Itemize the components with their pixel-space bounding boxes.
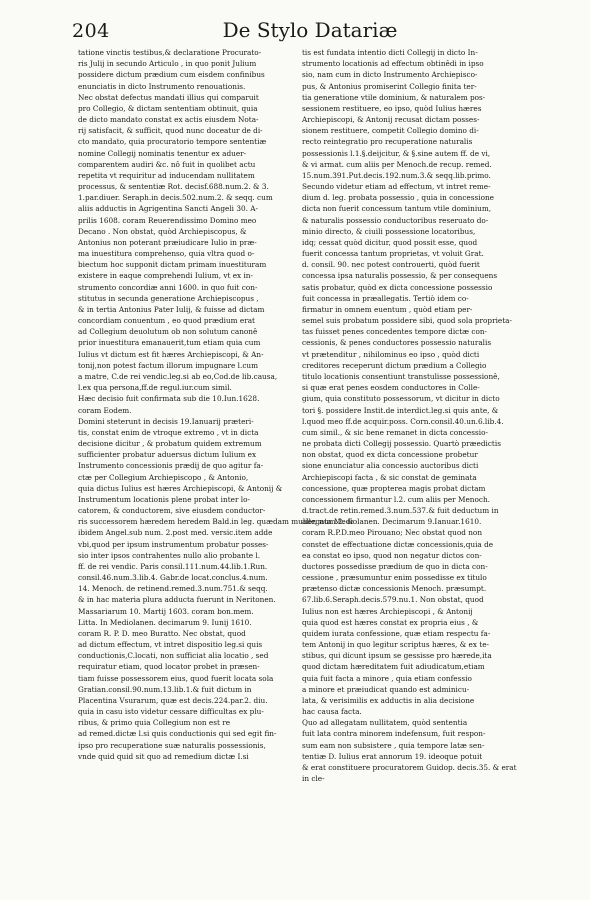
text-line: strumento locationis ad effectum obtinêdi in ipso bbox=[302, 59, 484, 69]
text-line: d.tract.de retin.remed.3.num.537.& fuit deductum in bbox=[302, 506, 499, 516]
text-line: prilis 1608. coram Reuerendissimo Domino meo bbox=[78, 215, 257, 225]
text-line: cessione , præsumuntur enim possedisse ex titulo bbox=[302, 573, 487, 583]
text-line: biectum hoc supponit dictam primam inuestituram bbox=[78, 260, 267, 270]
text-line: enunciatis in dicto Instrumento renouationis. bbox=[78, 81, 246, 91]
running-title: De Stylo Datariæ bbox=[222, 18, 398, 42]
text-line: Gratian.consil.90.num.13.lib.1.& fuit dictum in bbox=[78, 684, 252, 694]
text-line: concessionem firmantur l.2. cum aliis per Menoch. bbox=[302, 494, 490, 504]
text-line: semel suis probatum possidere sibi, quod sola proprieta- bbox=[302, 316, 512, 326]
text-line: recto reintegratio pro recuperatione naturalis bbox=[302, 137, 473, 147]
text-line: processus, & sententiæ Rot. decisf.688.num.2. & 3. bbox=[78, 182, 269, 192]
text-line: Quo ad allegatam nullitatem, quòd sententia bbox=[302, 718, 468, 728]
text-line: catorem, & conductorem, sive eiusdem conductor- bbox=[78, 506, 266, 516]
text-line: Domini steterunt in decisis 19.Ianuarij præteri- bbox=[78, 416, 254, 426]
text-line: rij satisfacit, & sufficit, quod nunc doceatur de di- bbox=[78, 126, 263, 136]
text-line: ma inuestitura comprehenso, quia vltra quod o- bbox=[78, 249, 255, 259]
text-line: fuit lata contra minorem indefensum, fuit respon- bbox=[302, 729, 486, 739]
text-line: Archiepiscopi facta , & sic constat de geminata bbox=[302, 472, 477, 482]
text-line: & erat constituere procuratorem Guidop. decis.35. & erat bbox=[302, 763, 517, 772]
text-line: aliis adductis in Agrigentina Sancti Angeli 30. A- bbox=[78, 204, 258, 214]
text-line: cto mandato, quia procuratorio tempore sententiæ bbox=[78, 137, 267, 147]
text-line: comparentem audiri &c. nô fuit in quolibet actu bbox=[78, 159, 256, 169]
text-line: sionem restituere, competit Collegio domino di- bbox=[302, 126, 479, 136]
text-line: tori §. possidere Instit.de interdict.leg.si quis ante, & bbox=[302, 405, 499, 415]
text-line: sufficienter probatur aduersus dictum Iulium ex bbox=[78, 450, 257, 460]
text-line: quod dictam hæreditatem fuit adiudicatum,etiam bbox=[302, 662, 485, 672]
text-line: l.ex qua persona,ff.de regul.iur.cum simil. bbox=[78, 383, 232, 393]
text-line: pus, & Antonius promiserint Collegio finita ter- bbox=[302, 81, 477, 91]
text-line: in cle- bbox=[302, 774, 325, 784]
text-line: idq; cessat quòd dicitur, quod possit esse, quod bbox=[302, 237, 478, 247]
text-line: & in hac materia plura adducta fuerunt in Neritonen. bbox=[78, 595, 276, 605]
text-line: quia in casu isto videtur cessare difficultas ex plu- bbox=[78, 707, 264, 717]
text-line: ductores possedisse prædium de quo in dicta con- bbox=[302, 561, 488, 571]
text-line: tia generatione vtile dominium, & naturalem pos- bbox=[302, 92, 486, 102]
text-line: 67.lib.6.Seraph.decis.579.nu.1. Non obstat, quod bbox=[302, 595, 484, 605]
text-line: ad dictum effectum, vt intret dispositio leg.si quis bbox=[78, 640, 263, 650]
text-line: Secundo videtur etiam ad effectum, vt intret reme- bbox=[302, 182, 491, 192]
text-line: a minore et præiudicat quando est adminicu- bbox=[302, 684, 470, 694]
text-line: ad Collegium deuolutum ob non solutum canonê bbox=[78, 327, 258, 337]
text-line: & naturalis possessio conductoribus reseruato do- bbox=[302, 215, 489, 225]
text-line: vnde quid quid sit quo ad remedium dictæ I.si bbox=[78, 751, 249, 761]
text-line: tis, constat enim de vtroque extremo , vt in dicta bbox=[78, 427, 259, 437]
text-line: lata, & verisimilis ex adductis in alia decisione bbox=[302, 695, 475, 705]
text-line: Nec obstat defectus mandati illius qui comparuit bbox=[78, 92, 259, 102]
text-line: 14. Menoch. de retinend.remed.3.num.751.& seqq. bbox=[78, 584, 268, 594]
text-line: possidere dictum prædium cum eisdem confinibus bbox=[78, 70, 265, 80]
text-line: quia fuit facta a minore , quia etiam confessio bbox=[302, 673, 472, 683]
page-number: 204 bbox=[72, 20, 110, 42]
text-line: quidem iurata confessione, quæ etiam respectu fa- bbox=[302, 628, 491, 638]
text-line: concessa ipsa naturalis possessio, & per consequens bbox=[302, 271, 498, 281]
text-line: de dicto mandato constat ex actis eiusdem Nota- bbox=[78, 115, 259, 125]
text-line: tis est fundata intentio dicti Collegij in dicto In- bbox=[302, 48, 478, 57]
text-line: Instrumentum locationis plene probat inter lo- bbox=[78, 494, 250, 504]
text-line: minio directo, & ciuili possessione locatoribus, bbox=[302, 226, 476, 236]
text-line: existere in eaque comprehendi Iulium, vt ex in- bbox=[78, 271, 253, 281]
text-line: ad remed.dictæ l.si quis conductionis qui sed egit fin- bbox=[78, 729, 277, 739]
text-line: requiratur etiam, quod locator probet in præsen- bbox=[78, 662, 260, 672]
text-line: pro Collegio, & dictam sententiam obtinuit, quia bbox=[78, 103, 258, 113]
text-line: Antonius non poterant præiudicare Iulio in præ- bbox=[78, 237, 257, 247]
text-line: concordiam conuentum , eo quod prædium erat bbox=[78, 316, 255, 326]
text-line: vt prætenditur , nihilominus eo ipso , quòd dicti bbox=[302, 349, 480, 359]
text-line: creditores receperunt dictum prædium a Collegio bbox=[302, 360, 487, 370]
right-text-column bbox=[302, 47, 517, 784]
text-line: tonij,non potest factum illorum impugnare l.cum bbox=[78, 360, 259, 370]
text-line: repetita vt requiritur ad inducendam nullitatem bbox=[78, 170, 255, 180]
text-line: constet de effectuatione dictæ concessionis,quia de bbox=[302, 539, 494, 549]
text-line: cessionis, & penes conductores possessio naturalis bbox=[302, 338, 492, 348]
text-line: a matre, C.de rei vendic.leg.si ab eo,Cod.de lib.causa, bbox=[78, 371, 278, 381]
page-header bbox=[0, 0, 590, 40]
text-line: ris successorem hæredem heredem Bald.in leg. quædam mulier, num.2. & bbox=[78, 517, 354, 527]
text-line: dium d. leg. probata possessio , quia in concessione bbox=[302, 193, 494, 203]
text-line: sione enunciatur alia concessio auctoribus dicti bbox=[302, 461, 479, 471]
text-line: Massariarum 10. Martij 1603. coram bon.mem. bbox=[78, 606, 254, 616]
text-line: ff. de rei vendic. Paris consil.111.num.44.lib.1.Run. bbox=[78, 561, 268, 571]
text-line: prior inuestitura emanauerit,tum etiam quia cum bbox=[78, 338, 261, 348]
text-line: ne probata dicti Collegij possessio. Quartò præedictis bbox=[302, 439, 501, 449]
text-line: conductionis,C.locati, non sufficiat alia locatio , sed bbox=[78, 651, 269, 661]
text-line: Placentina Vsurarum, quæ est decis.224.par.2. diu. bbox=[78, 695, 268, 705]
text-line: Iulius vt dictum est fit hæres Archiepiscopi, & An- bbox=[78, 349, 264, 359]
text-line: ribus, & primo quia Collegium non est re bbox=[78, 718, 231, 728]
text-line: dicta non fuerit concessum tantum vtile dominium, bbox=[302, 204, 492, 214]
text-line: quia quod est hæres constat ex propria eius , & bbox=[302, 617, 479, 627]
text-line: strumento concordiæ anni 1600. in quo fuit con- bbox=[78, 282, 258, 292]
text-line: possessionis l.1.§.deijcitur, & §.sine autem ff. de vi, bbox=[302, 148, 491, 158]
text-line: tentiæ D. Iulius erat annorum 19. ideoque potuit bbox=[302, 751, 483, 761]
text-line: ris Julij in secundo Articulo , in quo ponit Julium bbox=[78, 59, 257, 69]
text-line: fuerit concessa tantum proprietas, vt voluit Grat. bbox=[302, 249, 484, 259]
text-line: firmatur in omnem euentum , quòd etiam per- bbox=[302, 304, 473, 314]
text-line: d. consil. 90. nec potest controuerti, quòd fuerit bbox=[302, 260, 480, 270]
text-line: Instrumento concessionis prædij de quo agitur fa- bbox=[78, 461, 264, 471]
text-line: Litta. In Mediolanen. decimarum 9. Iunij 1610. bbox=[78, 617, 252, 627]
text-line: sio, nam cum in dicto Instrumento Archiepisco- bbox=[302, 70, 478, 80]
text-line: hac causa facta. bbox=[302, 707, 362, 717]
text-line: cum simil., & sic bene remanet in dicta concessio- bbox=[302, 427, 488, 437]
text-line: quia dictus Iulius est hæres Archiepiscopi, & Antonij & bbox=[78, 483, 283, 493]
text-line: tem Antonij in quo legitur scriptus hæres, & ex te- bbox=[302, 640, 489, 650]
text-line: 1.par.diuer. Seraph.in decis.502.num.2. & seqq. cum bbox=[78, 193, 273, 203]
text-line: si quæ erat penes eosdem conductores in Colle- bbox=[302, 383, 480, 393]
text-line: & in tertia Antonius Pater Iulij, & fuisse ad dictam bbox=[78, 304, 265, 314]
text-line: decisione dicitur , & probatum quidem extremum bbox=[78, 439, 262, 449]
text-line: sum eam non subsistere , quia tempore latæ sen- bbox=[302, 740, 485, 750]
text-line: & vi armat. cum aliis per Menoch.de recup. remed. bbox=[302, 159, 492, 169]
text-line: allegata Mediolanen. Decimarum 9.Ianuar.1610. bbox=[302, 517, 482, 527]
text-line: coram Eodem. bbox=[78, 405, 132, 415]
text-line: ea constat eo ipso, quod non negatur dictos con- bbox=[302, 550, 482, 560]
text-line: 15.num.391.Put.decis.192.num.3.& seqq.lib.primo. bbox=[302, 170, 491, 180]
text-line: coram R.P.D.meo Pirouano; Nec obstat quod non bbox=[302, 528, 483, 538]
text-line: non obstat, quod ex dicta concessione probetur bbox=[302, 450, 478, 460]
text-line: tatione vinctis testibus,& declaratione Procurato- bbox=[78, 48, 262, 57]
text-line: sessionem restituere, eo ipso, quòd Iulius hæres bbox=[302, 103, 482, 113]
text-line: sio inter ipsos contrahentes nullo alio probante l. bbox=[78, 550, 261, 560]
text-line: ibidem Angel.sub num. 2.post med. versic.item adde bbox=[78, 528, 273, 538]
text-line: ipso pro recuperatione suæ naturalis possessionis, bbox=[78, 740, 266, 750]
text-line: nomine Collegij nominatis tenentur ex aduer- bbox=[78, 148, 247, 158]
text-line: Decano . Non obstat, quòd Archiepiscopus, & bbox=[78, 226, 247, 236]
text-line: prætenso dictæ concessionis Menoch. præsumpt. bbox=[302, 584, 487, 594]
text-line: stitutus in secunda generatione Archiepiscopus , bbox=[78, 293, 259, 303]
text-line: Iulius non est hæres Archiepiscopi , & Antonij bbox=[302, 606, 473, 616]
text-line: gium, quia constituto possessorum, vt dicitur in dicto bbox=[302, 394, 500, 404]
text-line: tiam fuisse possessorem eius, quod fuerit locata sola bbox=[78, 673, 274, 683]
text-line: titulo locationis consentiunt transtulisse possessionê, bbox=[302, 371, 500, 381]
text-line: stibus, qui dicunt ipsum se gessisse pro hærede,ita bbox=[302, 651, 492, 661]
text-line: vbi,quod per ipsum instrumentum probatur posses- bbox=[78, 539, 269, 549]
text-line: coram R. P. D. meo Buratto. Nec obstat, quod bbox=[78, 628, 246, 638]
text-line: concessione, quæ propterea magis probat dictam bbox=[302, 483, 486, 493]
text-line: satis probatur, quòd ex dicta concessione possessio bbox=[302, 282, 493, 292]
text-line: tas fuisset penes concedentes tempore dictæ con- bbox=[302, 327, 488, 337]
text-line: consil.46.num.3.lib.4. Gabr.de locat.conclus.4.num. bbox=[78, 573, 268, 583]
text-line: Archiepiscopi, & Antonij recusat dictam posses- bbox=[302, 115, 480, 125]
text-line: Hæc decisio fuit confirmata sub die 10.Iun.1628. bbox=[78, 394, 260, 404]
text-line: l.quod meo ff.de acquir.poss. Corn.consil.40.un.6.lib.4. bbox=[302, 416, 504, 426]
text-line: ctæ per Collegium Archiepiscopo , & Antonio, bbox=[78, 472, 249, 482]
text-line: fuit concessa in præallegatis. Tertiò idem co- bbox=[302, 293, 469, 303]
